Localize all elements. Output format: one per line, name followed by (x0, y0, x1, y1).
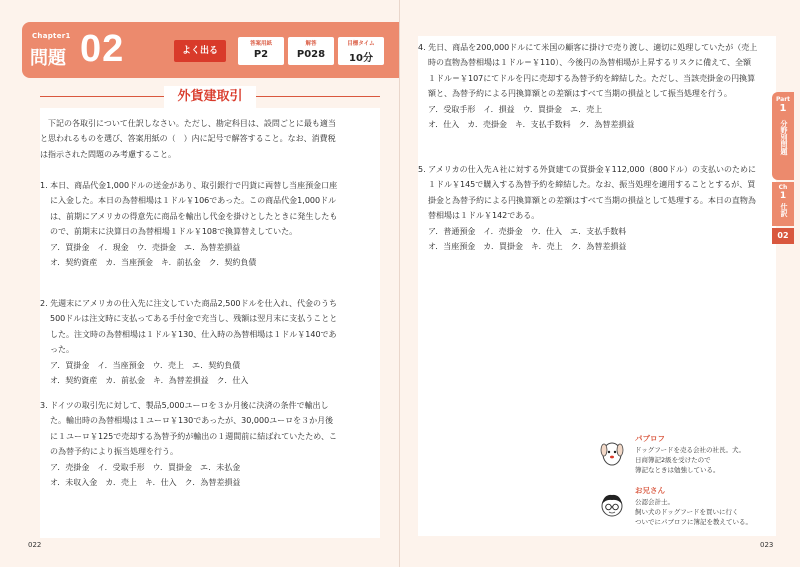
chapter-number: 02 (80, 28, 125, 70)
question-4 (418, 40, 758, 132)
character-pavlov: パブロフ ドッグフードを売る会社の社長。犬。 日商簿記2級を受けたので 簿記なときは勉強している。 (635, 434, 746, 474)
question-text: 4. 先日、商品を200,000ドルにて米国の顧客に掛けで売り渡し、適切に処理していたが（売上時の直物為替相場は１ドル＝￥110）、今後円の為替相場が上昇するリスクに備えて、全額１ドル＝￥107にてドルを円に売却する為替予約を締結した。ただし、当該売掛金の円換算額と、為替予約による円換算額との差額はすべて当期の損益として振当処理を行う。 (418, 43, 758, 99)
chapter-word: 問題 (30, 48, 66, 69)
character-brother: お兄さん 公認会計士。 飼い犬のドッグフードを買いに行く ついでにパブロフに簿記を教えている。 (635, 486, 752, 526)
dog-avatar-icon (598, 438, 626, 468)
question-5 (418, 162, 758, 254)
left-content (40, 108, 380, 538)
question-text: 2. 先週末にアメリカの仕入先に注文していた商品2,500ドルを仕入れ、代金のうち500ドルは注文時に支払ってある手付金で充当し、残額は翌月末に支払うこととした。注文時の為替相場は１ドル￥130、仕入時の為替相場は１ドル￥140であった。 (40, 299, 338, 355)
section-title: 外貨建取引 (164, 86, 256, 108)
chapter-tab[interactable]: Ch 1 仕訳 (772, 182, 794, 226)
instructions: 下記の各取引について仕訳しなさい。ただし、勘定科目は、設問ごとに最も適当と思われるものを選び、答案用紙の（ ）内に記号で解答すること。なお、消費税は指示された問題のみ考慮すること。 (40, 119, 336, 159)
page-number-left: 022 (28, 541, 42, 549)
right-page (400, 0, 800, 567)
problem-number-tab[interactable]: 02 (772, 228, 794, 244)
question-text: 1. 本日、商品代金1,000ドルの送金があり、取引銀行で円貨に両替し当座預金口座に入金した。本日の為替相場は１ドル￥106であった。この商品代金1,000ドルは、前期にアメリカの得意先に商品を輸出し代金を掛けとしたときに発生したもので、前期末に決算日の為替相場１ドル￥108で換算替えしていた。 (40, 181, 338, 237)
question-text: 5. アメリカの仕入先Ａ社に対する外貨建ての買掛金￥112,000（800ドル）の支払いのために１ドル￥145で購入する為替予約を締結した。なお、振当処理を適用することとするが、買掛金と為替予約による円換算額との差額はすべて当期の損益として処理する。本日の直物為替相場は１ドル￥142である。 (418, 165, 756, 221)
section-title-bar (40, 86, 380, 108)
question-options: ア．買掛金 イ．当座預金 ウ．売上 エ．契約負債 オ．契約資産 カ．前払金 キ．為替差損益 ク．仕入 (50, 360, 249, 386)
chapter-header (22, 22, 400, 78)
question-2 (40, 296, 340, 388)
question-options: ア．売掛金 イ．受取手形 ウ．買掛金 エ．未払金 オ．未収入金 カ．売上 キ．仕入 ク．為替差損益 (50, 462, 241, 488)
question-3 (40, 398, 340, 490)
question-1 (40, 178, 340, 270)
chapter-small-label: Chapter1 (32, 32, 71, 40)
meta-answer-page: 解答 P028 (288, 37, 334, 65)
page-number-right: 023 (760, 541, 774, 549)
question-options: ア．受取手形 イ．損益 ウ．買掛金 エ．売上 オ．仕入 カ．売掛金 キ．支払手数料 ク．為替差損益 (428, 104, 635, 130)
brother-avatar-icon (598, 490, 626, 520)
meta-answer-sheet: 答案用紙 P2 (238, 37, 284, 65)
part-tab[interactable]: Part 1 分野別問題 (772, 92, 794, 180)
frequency-badge: よく出る (174, 40, 226, 62)
question-options: ア．普通預金 イ．売掛金 ウ．仕入 エ．支払手数料 オ．当座預金 カ．買掛金 キ．売上 ク．為替差損益 (428, 226, 627, 252)
question-text: 3. ドイツの取引先に対して、製品5,000ユーロを３か月後に決済の条件で輸出した。輸出時の為替相場は１ユーロ￥130であったが、30,000ユーロを３か月後に１ユーロ￥125で売却する為替予約が輸出の１週間前に結ばれていたため、この為替予約により振当処理を行う。 (40, 401, 337, 457)
meta-target-time: 目標タイム 10分 (338, 37, 384, 65)
question-options: ア．買掛金 イ．現金 ウ．売掛金 エ．為替差損益 オ．契約資産 カ．当座預金 キ．前払金 ク．契約負債 (50, 242, 257, 268)
